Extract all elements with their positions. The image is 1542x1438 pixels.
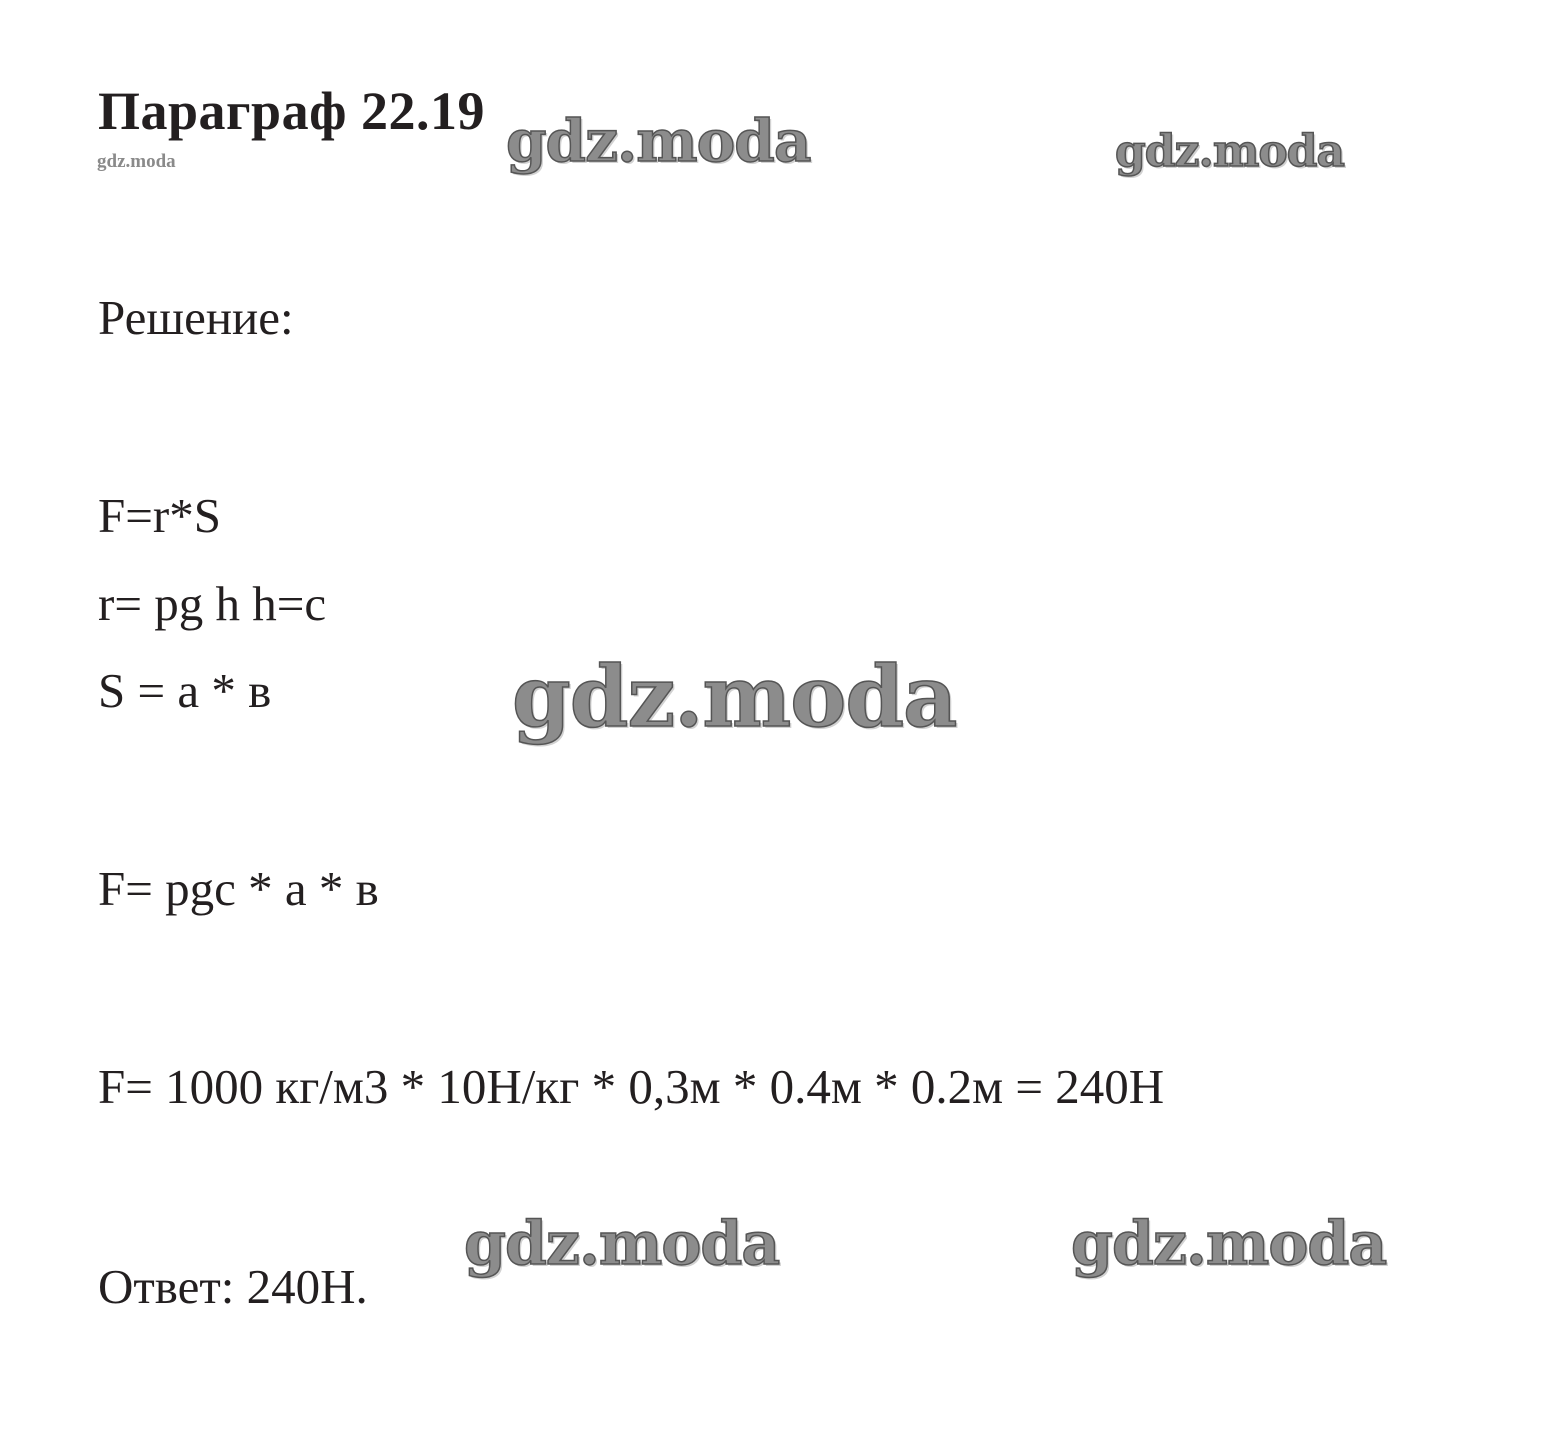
- watermark: gdz.moda: [1115, 126, 1345, 177]
- watermark: gdz.moda: [464, 1209, 780, 1279]
- formula-force: F=r*S: [98, 488, 221, 543]
- solution-label: Решение:: [98, 290, 294, 345]
- formula-area: S = a * в: [98, 663, 272, 718]
- formula-combined: F= pgc * a * в: [98, 861, 379, 916]
- formula-calculation: F= 1000 кг/м3 * 10Н/кг * 0,3м * 0.4м * 0.2м = 240Н: [98, 1059, 1165, 1114]
- page-title: Параграф 22.19: [98, 81, 485, 141]
- watermark: gdz.moda: [512, 647, 957, 746]
- watermark: gdz.moda: [1071, 1209, 1387, 1279]
- watermark: gdz.moda: [506, 107, 811, 175]
- formula-pressure: r= pg h h=c: [98, 576, 327, 631]
- answer: Ответ: 240Н.: [98, 1259, 368, 1314]
- small-watermark: gdz.moda: [97, 151, 176, 172]
